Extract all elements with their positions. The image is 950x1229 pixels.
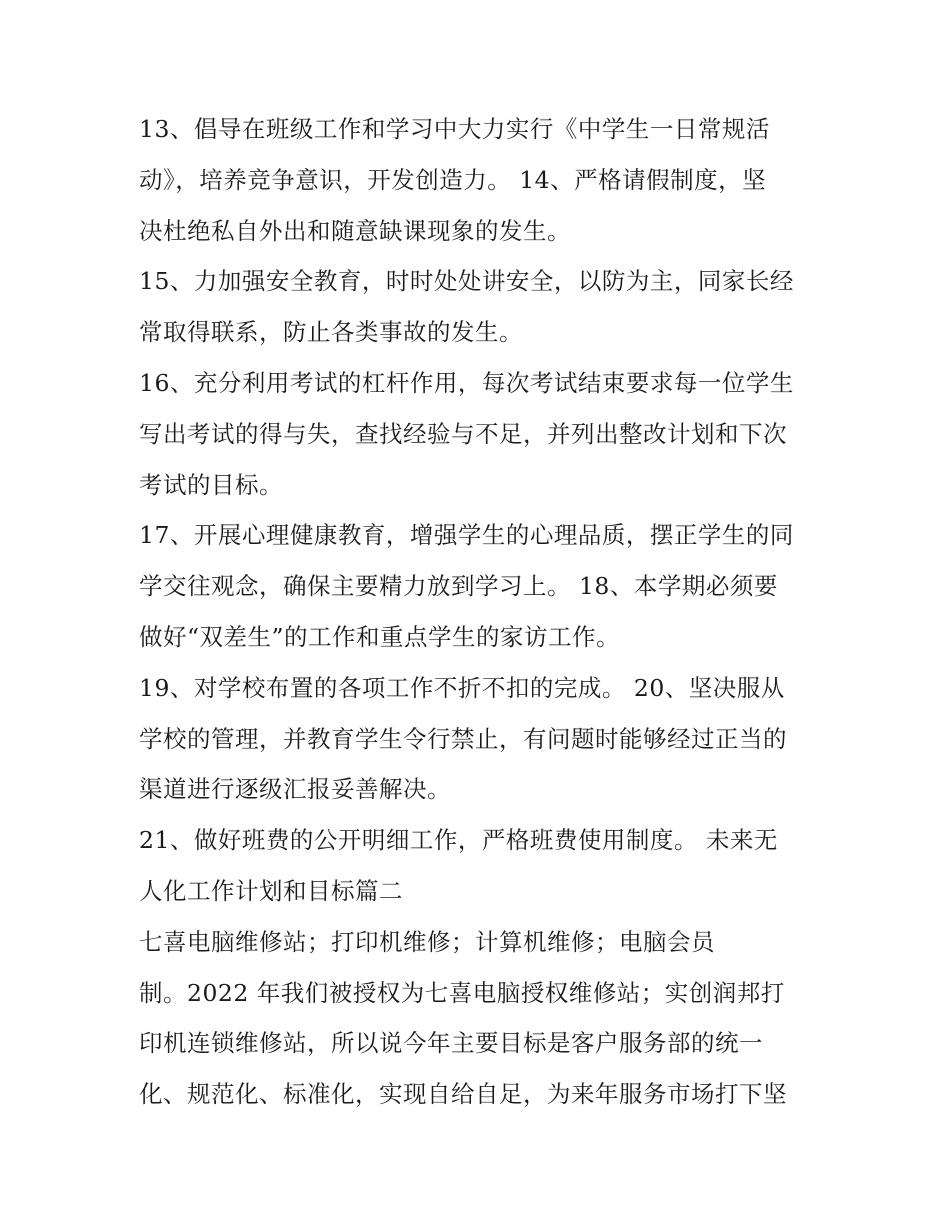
text-line: 13、倡导在班级工作和学习中大力实行《中学生一日常规活 [139,115,770,143]
text-line: 16、充分利用考试的杠杆作用，每次考试结束要求每一位学生 [139,369,794,397]
text-line: 人化工作计划和目标篇二 [139,877,403,905]
text-line: 学校的管理，并教育学生令行禁止，有问题时能够经过正当的 [139,725,787,753]
text-line: 考试的目标。 [139,471,283,499]
text-line: 印机连锁维修站，所以说今年主要目标是客户服务部的统一 [139,1029,763,1057]
text-line: 动》，培养竞争意识，开发创造力。 14、严格请假制度，坚 [139,166,767,194]
text-line: 17、开展心理健康教育，增强学生的心理品质，摆正学生的同 [139,521,794,549]
text-line: 渠道进行逐级汇报妥善解决。 [139,775,451,803]
text-line: 七喜电脑维修站；打印机维修；计算机维修；电脑会员 [139,928,715,956]
text-line: 21、做好班费的公开明细工作，严格班费使用制度。 未来无 [139,826,778,854]
text-line: 19、对学校布置的各项工作不折不扣的完成。 20、坚决服从 [139,674,785,702]
text-line: 做好“双差生”的工作和重点学生的家访工作。 [139,623,621,651]
text-line: 决杜绝私自外出和随意缺课现象的发生。 [139,217,571,245]
text-line: 15、力加强安全教育，时时处处讲安全，以防为主，同家长经 [139,267,794,295]
text-line: 制。2022 年我们被授权为七喜电脑授权维修站；实创润邦打 [139,979,785,1007]
text-line: 学交往观念，确保主要精力放到学习上。 18、本学期必须要 [139,572,778,600]
text-line: 常取得联系，防止各类事故的发生。 [139,318,523,346]
text-line: 化、规范化、标准化，实现自给自足，为来年服务市场打下坚 [139,1080,787,1108]
text-line: 写出考试的得与失，查找经验与不足，并列出整改计划和下次 [139,420,787,448]
